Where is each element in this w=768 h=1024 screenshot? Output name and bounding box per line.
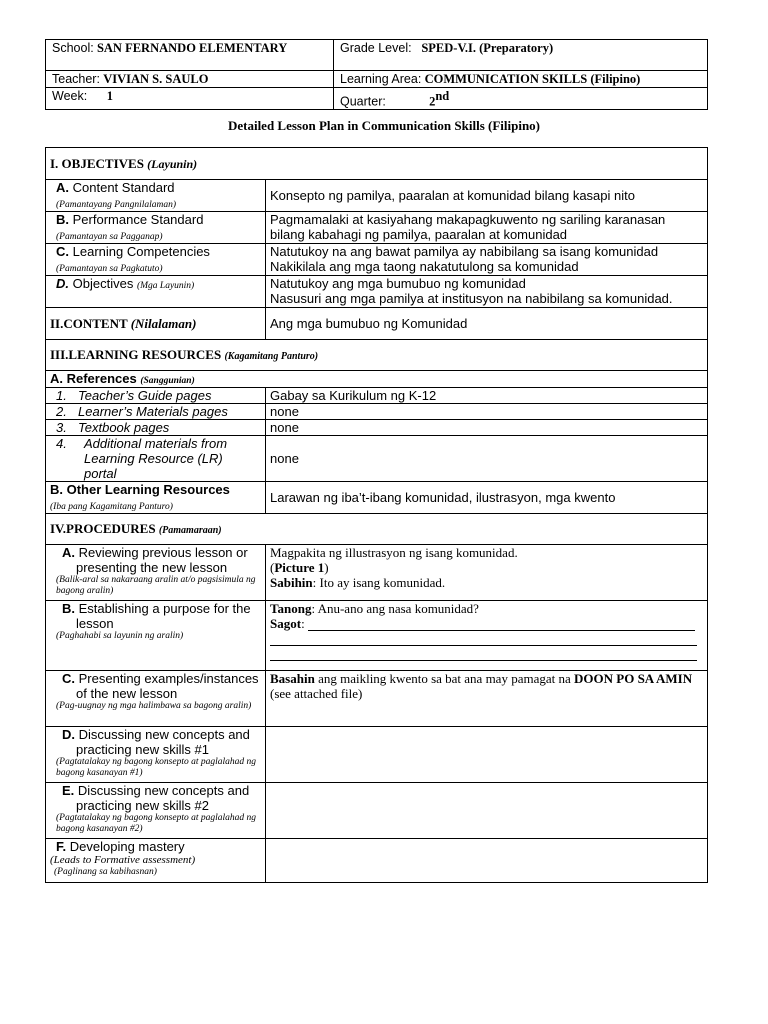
table-row: C. Learning Competencies (Pamantayan sa Pagkatuto) Natutukoy na ang bawat pamilya ay nabibilang sa isang komunidad Nakikilala ang mga taong nakatutulong sa komunidad xyxy=(46,244,708,276)
school-cell: School: SAN FERNANDO ELEMENTARY xyxy=(46,40,334,71)
objectives-heading-row xyxy=(46,148,708,180)
teacher-value: VIVIAN S. SAULO xyxy=(103,72,209,86)
table-row: F. Developing mastery (Leads to Formative assessment) (Paglinang sa kabihasnan) xyxy=(46,839,708,883)
references-label: A. References xyxy=(50,371,137,386)
answer-line xyxy=(270,631,697,646)
content-standard-value: Konsepto ng pamilya, paaralan at komunidad bilang kasapi nito xyxy=(266,180,708,212)
table-row: B. Establishing a purpose for the lesson (Paghahabi sa layunin ng aralin) Tanong: Anu-ano ang nasa komunidad? Sagot : xyxy=(46,601,708,671)
grade-level-value: SPED-V.I. (Preparatory) xyxy=(421,41,554,55)
week-value: 1 xyxy=(106,89,113,103)
quarter-suffix: nd xyxy=(435,89,450,103)
table-row: B. Performance Standard (Pamantayan sa Pagganap) Pagmamalaki at kasiyahang makapagkuwento ng sariling karanasan bilang kabahagi ng pamilya, paaralan at komunidad xyxy=(46,212,708,244)
answer-line xyxy=(270,646,697,661)
procedure-c-value: Basahin ang maikling kwento sa bat ana may pamagat na DOON PO SA AMIN (see attached file) xyxy=(266,671,708,727)
table-row: A. Content Standard (Pamantayang Pangnilalaman) Konsepto ng pamilya, paaralan at komunidad bilang kasapi nito xyxy=(46,180,708,212)
content-heading: II.CONTENT xyxy=(50,316,128,331)
table-row: 4. Additional materials from Learning Resource (LR) portal none xyxy=(46,436,708,482)
table-row: 1. Teacher’s Guide pages Gabay sa Kurikulum ng K-12 xyxy=(46,388,708,404)
learning-area-cell: Learning Area: COMMUNICATION SKILLS (Filipino) xyxy=(334,71,708,88)
header-table xyxy=(45,39,708,110)
lesson-plan-table xyxy=(45,147,708,883)
content-value: Ang mga bumubuo ng Komunidad xyxy=(266,308,708,340)
procedure-a-value: Magpakita ng illustrasyon ng isang komunidad. (Picture 1) Sabihin: Ito ay isang komunidad. xyxy=(266,545,708,601)
table-row: D. Discussing new concepts and practicing new skills #1 (Pagtatalakay ng bagong konsepto at paglalahad ng bagong kasanayan #1) xyxy=(46,727,708,783)
resources-heading-row: III.LEARNING RESOURCES (Kagamitang Panturo) xyxy=(46,340,708,371)
other-resources-row: B. Other Learning Resources (Iba pang Kagamitang Panturo) Larawan ng iba’t-ibang komunidad, ilustrasyon, mga kwento xyxy=(46,482,708,514)
quarter-cell: Quarter: 2nd xyxy=(334,88,708,110)
resources-heading: III.LEARNING RESOURCES xyxy=(50,346,222,362)
content-row: II.CONTENT (Nilalaman) Ang mga bumubuo ng Komunidad xyxy=(46,308,708,340)
answer-line xyxy=(308,618,695,631)
school-value: SAN FERNANDO ELEMENTARY xyxy=(96,41,288,55)
week-cell: Week: 1 xyxy=(46,88,334,110)
table-row: 2. Learner’s Materials pages none xyxy=(46,404,708,420)
procedure-b-value: Tanong: Anu-ano ang nasa komunidad? Sagot : xyxy=(266,601,708,671)
learning-competencies-value: Natutukoy na ang bawat pamilya ay nabibilang sa isang komunidad Nakikilala ang mga taong nakatutulong sa komunidad xyxy=(266,244,708,276)
objectives-heading-sub: (Layunin) xyxy=(147,156,198,171)
table-row: C. Presenting examples/instances of the new lesson (Pag-uugnay ng mga halimbawa sa bagong aralin) Basahin ang maikling kwento sa bat ana may pamagat na DOON PO SA AMIN (see attached file) xyxy=(46,671,708,727)
quarter-value: 2 xyxy=(429,94,436,109)
document-title: Detailed Lesson Plan in Communication Skills (Filipino) xyxy=(227,118,541,133)
objectives-heading: I. OBJECTIVES xyxy=(50,155,144,171)
procedures-heading: IV.PROCEDURES xyxy=(50,520,156,536)
procedures-heading-row: IV.PROCEDURES (Pamamaraan) xyxy=(46,514,708,545)
table-row: D. Objectives (Mga Layunin) Natutukoy ang mga bumubuo ng komunidad Nasusuri ang mga pamilya at institusyon na nabibilang sa komunidad. xyxy=(46,276,708,308)
table-row: E. Discussing new concepts and practicing new skills #2 (Pagtatalakay ng bagong konsepto at paglalahad ng bagong kasanayan #2) xyxy=(46,783,708,839)
references-row: A. References (Sanggunian) xyxy=(46,371,708,388)
table-row: A. Reviewing previous lesson or presenting the new lesson (Balik-aral sa nakaraang aralin at/o pagsisimula ng bagong aralin) Magpakita ng illustrasyon ng isang komunidad. (Picture 1) Sabihin: Ito ay isang komunidad. xyxy=(46,545,708,601)
teacher-cell: Teacher: VIVIAN S. SAULO xyxy=(46,71,334,88)
table-row: 3. Textbook pages none xyxy=(46,420,708,436)
objectives-value: Natutukoy ang mga bumubuo ng komunidad Nasusuri ang mga pamilya at institusyon na nabibilang sa komunidad. xyxy=(266,276,708,308)
grade-level-cell: Grade Level: SPED-V.I. (Preparatory) xyxy=(334,40,708,71)
other-resources-value: Larawan ng iba’t-ibang komunidad, ilustrasyon, mga kwento xyxy=(266,482,708,514)
performance-standard-value: Pagmamalaki at kasiyahang makapagkuwento ng sariling karanasan bilang kabahagi ng pamilya, paaralan at komunidad xyxy=(266,212,708,244)
learning-area-value: COMMUNICATION SKILLS (Filipino) xyxy=(424,72,641,86)
